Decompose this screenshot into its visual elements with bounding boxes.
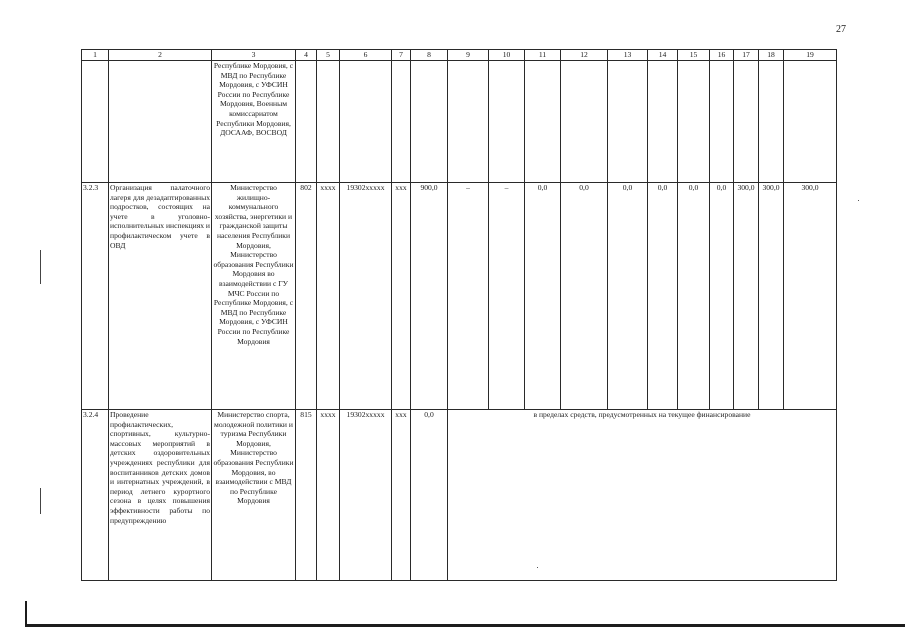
column-number: 14 xyxy=(648,50,678,61)
column-number: 4 xyxy=(296,50,317,61)
csr-code: 19302ххххх xyxy=(340,183,392,410)
table-row xyxy=(82,183,837,410)
cell-empty xyxy=(561,61,608,183)
column-number: 16 xyxy=(710,50,734,61)
cell-empty xyxy=(411,61,448,183)
executor-cell: Республике Мордовия, с МВД по Республике Мордовия, с УФСИН России по Республике Мордовия, Военным комиссариатом Республики Мордовия, ДОСААФ, ВОСВОД xyxy=(212,61,296,183)
column-number: 11 xyxy=(525,50,561,61)
activity-name: Проведение профилактических, спортивных, культурно-массовых мероприятий в детских оздоровительных учреждениях республики для воспитанников детских домов и интернатных учреждений, в период летнего курортного сезона в целях повышения эффективности работы по предупреждению xyxy=(109,410,212,581)
year-value: 300,0 xyxy=(759,183,784,410)
grbs-code: 802 xyxy=(296,183,317,410)
column-number: 8 xyxy=(411,50,448,61)
cell-empty xyxy=(525,61,561,183)
cell-empty xyxy=(489,61,525,183)
total-amount: 900,0 xyxy=(411,183,448,410)
cell-empty xyxy=(648,61,678,183)
year-value: 0,0 xyxy=(678,183,710,410)
cell-empty xyxy=(340,61,392,183)
table-header-row xyxy=(82,50,837,61)
year-value: 300,0 xyxy=(784,183,837,410)
cell-empty xyxy=(392,61,411,183)
year-value: 0,0 xyxy=(525,183,561,410)
cell-empty xyxy=(317,61,340,183)
scan-speck xyxy=(858,200,859,201)
budget-table xyxy=(81,49,837,581)
cell-empty xyxy=(784,61,837,183)
cell-empty xyxy=(109,61,212,183)
cell-empty xyxy=(734,61,759,183)
column-number: 13 xyxy=(608,50,648,61)
column-number: 3 xyxy=(212,50,296,61)
grbs-code: 815 xyxy=(296,410,317,581)
year-value: 300,0 xyxy=(734,183,759,410)
year-value: 0,0 xyxy=(608,183,648,410)
binding-mark xyxy=(40,488,41,514)
column-number: 5 xyxy=(317,50,340,61)
column-number: 2 xyxy=(109,50,212,61)
binding-mark xyxy=(40,250,41,284)
activity-name: Организация палаточного лагеря для дезадаптированных подростков, состоящих на учете в уголовно-исполнительных инспекциях и профилактическом учете в ОВД xyxy=(109,183,212,410)
item-number: 3.2.4 xyxy=(82,410,109,581)
cell-empty xyxy=(710,61,734,183)
column-number: 19 xyxy=(784,50,837,61)
year-value: – xyxy=(489,183,525,410)
year-value: 0,0 xyxy=(561,183,608,410)
table-row xyxy=(82,410,837,581)
cell-empty xyxy=(759,61,784,183)
column-number: 6 xyxy=(340,50,392,61)
cell-empty xyxy=(608,61,648,183)
year-value: – xyxy=(448,183,489,410)
cell-empty xyxy=(448,61,489,183)
column-number: 17 xyxy=(734,50,759,61)
financing-note: в пределах средств, предусмотренных на текущее финансирование xyxy=(448,410,837,581)
column-number: 12 xyxy=(561,50,608,61)
rzpr-code: хххх xyxy=(317,183,340,410)
cell-empty xyxy=(296,61,317,183)
cell-empty xyxy=(678,61,710,183)
column-number: 18 xyxy=(759,50,784,61)
scan-border xyxy=(25,624,905,627)
column-number: 7 xyxy=(392,50,411,61)
table-row xyxy=(82,61,837,183)
column-number: 10 xyxy=(489,50,525,61)
executor-cell: Министерство жилищно-коммунального хозяйства, энергетики и гражданской защиты населения Республики Мордовия, Министерство образования Республики Мордовия во взаимодействии с ГУ МЧС России по Республике Мордовия, с МВД по Республике Мордовия, с УФСИН России по Республике Мордовия xyxy=(212,183,296,410)
vr-code: ххх xyxy=(392,410,411,581)
page-number: 27 xyxy=(836,24,846,35)
rzpr-code: хххх xyxy=(317,410,340,581)
column-number: 1 xyxy=(82,50,109,61)
csr-code: 19302ххххх xyxy=(340,410,392,581)
executor-cell: Министерство спорта, молодежной политики и туризма Республики Мордовия, Министерство образования Республики Мордовия, во взаимодействии с МВД по Республике Мордовия xyxy=(212,410,296,581)
year-value: 0,0 xyxy=(648,183,678,410)
year-value: 0,0 xyxy=(710,183,734,410)
item-number: 3.2.3 xyxy=(82,183,109,410)
vr-code: ххх xyxy=(392,183,411,410)
cell-empty xyxy=(82,61,109,183)
column-number: 15 xyxy=(678,50,710,61)
total-amount: 0,0 xyxy=(411,410,448,581)
column-number: 9 xyxy=(448,50,489,61)
